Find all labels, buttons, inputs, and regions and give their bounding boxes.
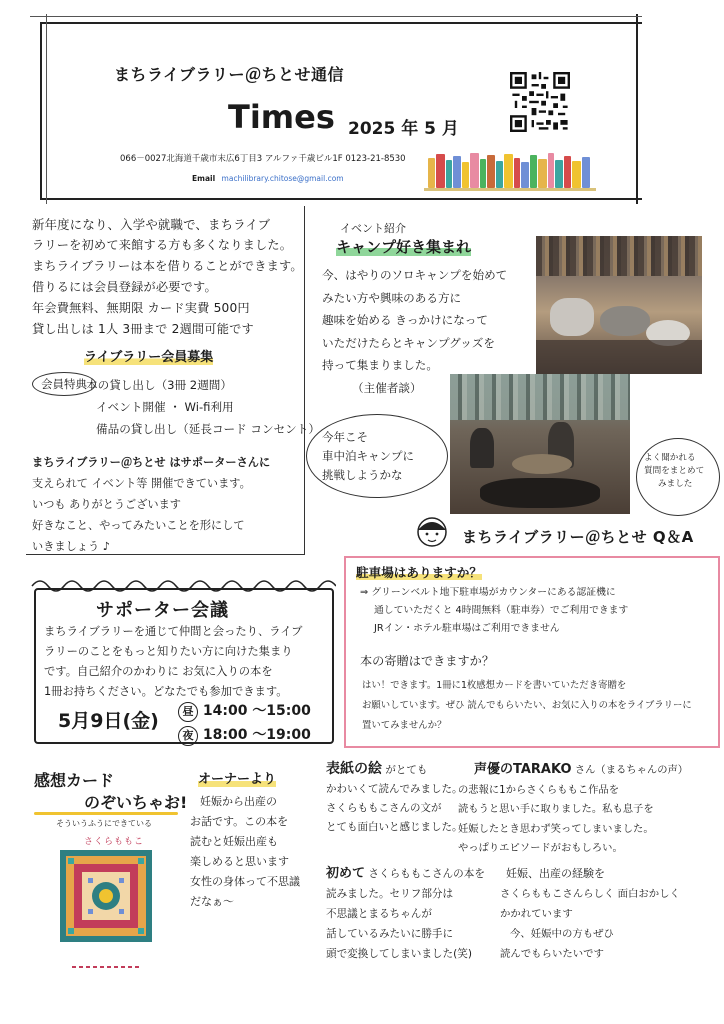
intro-line: 新年度になり、入学や就職で、まちライブ xyxy=(32,217,271,232)
cover-line: がとても xyxy=(385,764,428,776)
owner-title xyxy=(198,768,276,787)
event-photo-participants xyxy=(450,374,630,514)
first-line: 読みました。セリフ部分は xyxy=(326,888,454,900)
qa-bubble-line: 質問をまとめて xyxy=(644,466,705,476)
first-line: さくらももこさんの本を xyxy=(368,868,485,880)
supporter-line: ラリーのことをもっと知りたい方に向けた集まり xyxy=(44,645,293,658)
qa-q1 xyxy=(356,562,482,581)
review-title-1: 感想カード xyxy=(34,771,115,790)
event-title xyxy=(336,236,471,257)
header-frame-right xyxy=(636,14,638,204)
exp-line: さくらももこさんらしく 面白おかしく xyxy=(500,888,680,900)
qa-a1-line: ⇒ グリーンベルト地下駐車場がカウンターにある認証機に xyxy=(360,587,616,598)
qa-q1-text: 駐車場はありますか？ xyxy=(356,565,482,580)
book-title: そういうふうにできている xyxy=(56,819,152,828)
exp-line: かかれています xyxy=(500,908,573,920)
thanks-line: まちライブラリー＠ちとせ はサポーターさんに xyxy=(32,456,271,469)
slot1-time: 14:00 ～15:00 xyxy=(202,703,311,719)
slot2-time: 18:00 ～19:00 xyxy=(202,727,311,743)
supporter-line: まちライブラリーを通じて仲間と会ったり、ライブ xyxy=(44,625,303,638)
owner-line: 読むと妊娠出産も xyxy=(190,835,278,848)
qa-title: まちライブラリー＠ちとせ Q＆A xyxy=(462,528,694,546)
supporter-text xyxy=(44,622,302,702)
email-link[interactable]: machilibrary.chitose@gmail.com xyxy=(221,174,344,183)
times-title: Times xyxy=(228,98,335,136)
perk-item: イベント開催 ・ Wi-fi利用 xyxy=(96,400,234,414)
voice-line: 妊娠したとき思わず笑ってしまいました。 xyxy=(458,822,654,835)
supporter-slot-2 xyxy=(178,724,311,746)
perk-item: 備品の貸し出し（延長コード コンセント） xyxy=(96,422,320,436)
first-title-line xyxy=(326,864,485,884)
experience-comment xyxy=(500,864,680,964)
first-comment xyxy=(326,864,485,964)
qr-code xyxy=(510,72,570,132)
cover-line: とても面白いと感じました。 xyxy=(326,821,463,833)
girl-doodle-icon xyxy=(412,512,452,552)
perk-label-text: 会員特典 xyxy=(41,377,87,391)
thanks-line: いつも ありがとうございます xyxy=(32,498,181,511)
bubble-line: 挑戦しようかな xyxy=(322,468,403,482)
voice-line: さん（まるちゃんの声） xyxy=(574,764,689,776)
qa-bubble-line: よく聞かれる xyxy=(644,453,696,463)
first-title: 初めて xyxy=(326,866,366,881)
supporter-title: サポーター会議 xyxy=(96,600,229,621)
event-line: 持って集まりました。 xyxy=(322,358,438,373)
thanks-line: いきましょう ♪ xyxy=(32,540,110,553)
event-title-text: キャンプ好き集まれ xyxy=(336,238,472,256)
first-line: 不思議とまるちゃんが xyxy=(326,908,432,920)
owner-line: だなぁ～ xyxy=(190,895,234,908)
email-label: Email xyxy=(192,174,216,183)
wavy-border xyxy=(30,574,336,594)
first-line: 話しているみたいに勝手に xyxy=(326,928,454,940)
thanks-line: 支えられて イベント等 開催できています。 xyxy=(32,477,251,490)
voice-comment xyxy=(458,760,689,859)
qa-a2 xyxy=(362,676,692,736)
slot1-mark: 昼 xyxy=(178,702,198,722)
voice-title-line xyxy=(474,760,688,781)
supporter-date: 5月9日(金) xyxy=(58,710,159,732)
owner-line: 女性の身体って不思議 xyxy=(190,875,300,888)
member-heading xyxy=(84,346,213,365)
review-title-underline xyxy=(34,812,178,815)
qa-a2-line: はい！できます。1冊に1枚感想カードを書いていただき寄贈を xyxy=(362,680,627,691)
qa-a2-line: 置いてみませんか？ xyxy=(362,720,447,731)
perk-item: 本の貸し出し（3冊 2週間） xyxy=(86,378,232,392)
event-bubble-text xyxy=(322,428,414,485)
event-line: 今、はやりのソロキャンプを始めて xyxy=(322,268,508,282)
book-cover-image xyxy=(60,850,152,942)
perk-list xyxy=(86,374,320,440)
intro-line: 年会費無料、無期限 カード実費 500円 xyxy=(32,301,250,315)
qa-a1 xyxy=(360,584,628,638)
slot2-mark: 夜 xyxy=(178,726,198,746)
header-top-rule xyxy=(30,16,642,17)
voice-title: 声優のTARAKO xyxy=(474,762,572,777)
qa-intro-bubble-text xyxy=(644,452,704,491)
exp-line: 今、妊娠中の方もぜひ xyxy=(510,928,614,940)
event-line: みたい方や興味のある方に xyxy=(322,290,462,305)
email-row xyxy=(192,174,344,183)
intro-line: 借りるには会員登録が必要です。 xyxy=(32,280,217,294)
owner-title-text: オーナーより xyxy=(198,772,277,787)
bubble-line: 今年こそ xyxy=(322,430,368,444)
event-line: （主催者談） xyxy=(352,380,422,395)
cover-line: かわいくて読んでみました。 xyxy=(326,783,463,795)
cover-comment xyxy=(326,760,463,837)
review-title-2: のぞいちゃお! xyxy=(84,793,188,812)
newsletter-title: まちライブラリー＠ちとせ通信 xyxy=(114,65,345,84)
first-line: 頭で変換してしまいました(笑) xyxy=(326,948,472,960)
intro-line: まちライブラリーは本を借りることができます。 xyxy=(32,259,303,273)
bubble-line: 車中泊キャンプに xyxy=(322,449,414,463)
event-small-title: イベント紹介 xyxy=(340,222,406,235)
qa-a1-line: JRイン・ホテル駐車場はご利用できません xyxy=(374,623,560,634)
qa-bubble-line: みました xyxy=(658,479,693,489)
event-line: 趣味を始める きっかけになって xyxy=(322,313,488,328)
intro-line: 貸し出しは 1人 3冊まで 2週間可能です xyxy=(32,322,254,336)
exp-line: 読んでもらいたいです xyxy=(500,948,604,960)
header-frame-left-outer xyxy=(46,14,47,204)
supporter-line: 1冊お持ちください。どなたでも参加できます。 xyxy=(44,685,288,698)
event-line: いただけたらとキャンプグッズを xyxy=(322,335,495,350)
voice-line: の悲報に1からさくらももこ作品を xyxy=(458,783,620,796)
supporter-line: です。自己紹介のかわりに お気に入りの本を xyxy=(44,665,273,678)
owner-comment xyxy=(190,792,300,912)
voice-line: 読もうと思い手に取りました。私も息子を xyxy=(458,803,654,815)
owner-line: 楽しめると思います xyxy=(190,855,289,868)
cover-line: さくらももこさんの文が xyxy=(326,802,442,814)
qa-a1-line: 通していただくと 4時間無料（駐車券）でご利用できます xyxy=(374,605,629,616)
owner-line: お話です。この本を xyxy=(190,815,289,828)
intro-text xyxy=(32,214,304,340)
intro-line: ラリーを初めて来館する方も多くなりました。 xyxy=(32,238,293,252)
exp-line: 妊娠、出産の経験を xyxy=(506,867,605,880)
thanks-line: 好きなこと、やってみたいことを形にして xyxy=(32,519,245,532)
book-cover-caption xyxy=(72,966,142,968)
event-photo-camp-gear xyxy=(536,236,702,374)
book-author: さくらももこ xyxy=(84,837,145,847)
qa-a2-line: お願いしています。ぜひ 読んでもらいたい、お気に入りの本をライブラリーに xyxy=(362,700,692,711)
supporter-slot-1 xyxy=(178,700,311,722)
voice-line: やっぱりエピソードがおもしろい。 xyxy=(458,842,623,854)
cover-title: 表紙の絵 xyxy=(326,761,382,777)
issue-date: 2025 年 5 月 xyxy=(348,119,459,139)
supporter-thanks xyxy=(32,452,304,557)
books-illustration xyxy=(428,150,594,188)
cover-title-line xyxy=(326,760,463,780)
address-line: 066－0027北海道千歳市末広6丁目3 アルファ千歳ビル1F 0123-21-8530 xyxy=(120,154,406,164)
owner-line: 妊娠から出産の xyxy=(200,795,277,808)
qa-q2: 本の寄贈はできますか？ xyxy=(360,654,495,668)
member-heading-text: ライブラリー会員募集 xyxy=(84,350,214,365)
